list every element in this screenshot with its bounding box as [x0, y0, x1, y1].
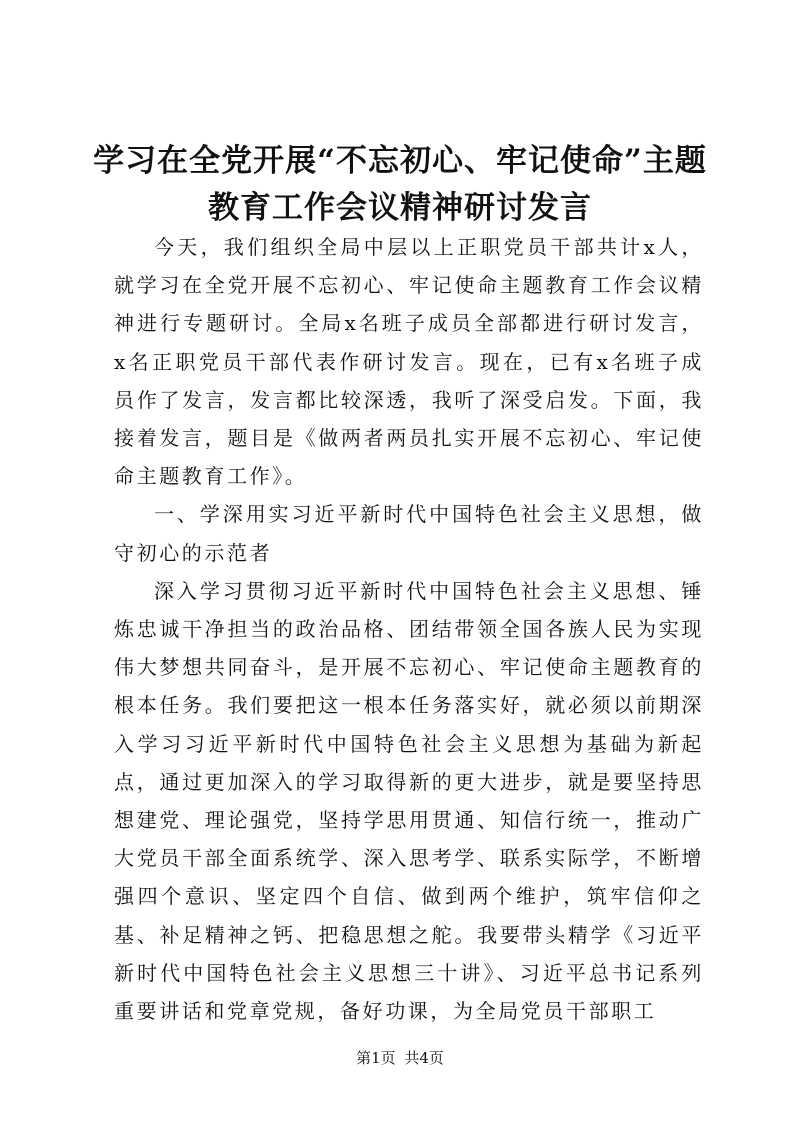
document-body [114, 228, 704, 1030]
paragraph-section-1: 深入学习贯彻习近平新时代中国特色社会主义思想、锤炼忠诚干净担当的政治品格、团结带领全国各族人民为实现伟大梦想共同奋斗，是开展不忘初心、牢记使命主题教育的根本任务。我们要把这一根本任务落实好，就必须以前期深入学习习近平新时代中国特色社会主义思想为基础为新起点，通过更加深入的学习取得新的更大进步，就是要坚持思想建党、理论强党，坚持学思用贯通、知信行统一，推动广大党员干部全面系统学、深入思考学、联系实际学，不断增强四个意识、坚定四个自信、做到两个维护，筑牢信仰之基、补足精神之钙、把稳思想之舵。我要带头精学《习近平新时代中国特色社会主义思想三十讲》、习近平总书记系列重要讲话和党章党规，备好功课，为全局党员干部职工 [114, 578, 704, 1024]
page-footer [0, 1048, 800, 1068]
paragraph-intro: 今天，我们组织全局中层以上正职党员干部共计x人，就学习在全党开展不忘初心、牢记使命主题教育工作会议精神进行专题研讨。全局x名班子成员全部都进行研讨发言，x名正职党员干部代表作研讨发言。现在，已有x名班子成员作了发言，发言都比较深透，我听了深受启发。下面，我接着发言，题目是《做两者两员扎实开展不忘初心、牢记使命主题教育工作》。 [114, 235, 704, 489]
title-line-2: 教育工作会议精神研讨发言 [208, 190, 592, 226]
page-total: 共4页 [404, 1049, 444, 1067]
title-line-1: 学习在全党开展“不忘初心、牢记使命”主题 [93, 143, 707, 179]
document-title [70, 138, 730, 232]
section-heading-1: 一、学深用实习近平新时代中国特色社会主义思想，做守初心的示范者 [114, 502, 704, 565]
page-number: 第1页 [356, 1049, 396, 1067]
